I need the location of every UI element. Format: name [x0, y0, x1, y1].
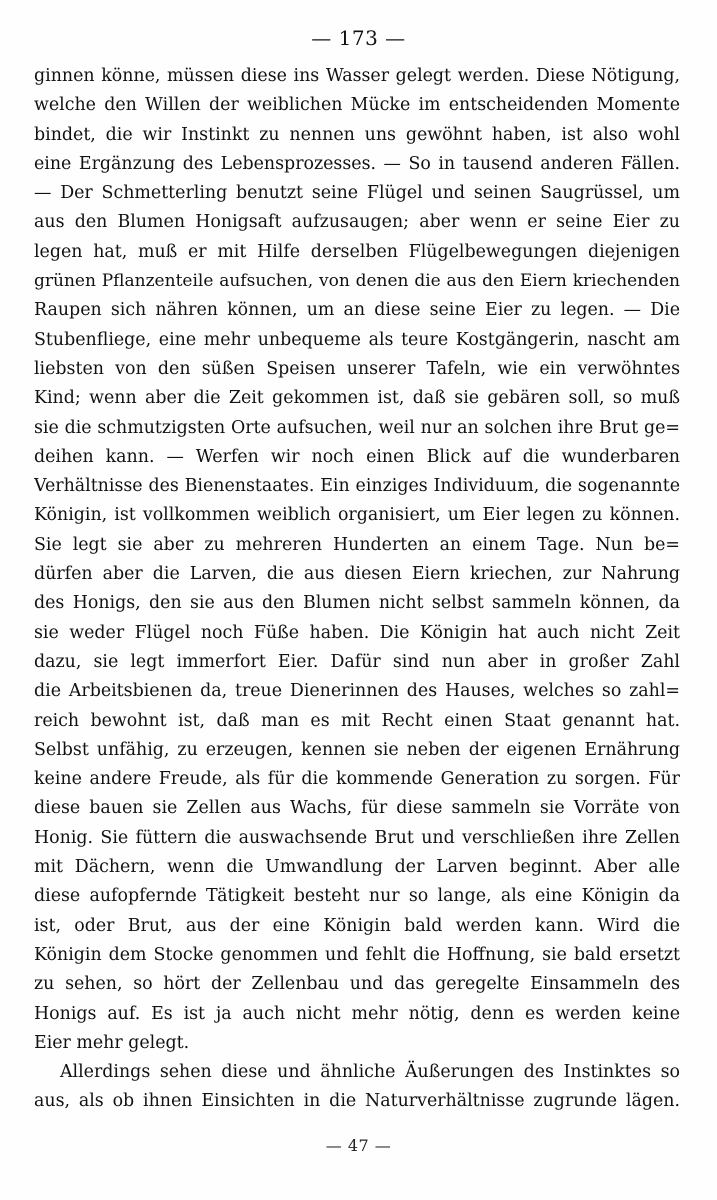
text-line: dürfen aber die Larven, die aus diesen Eiern kriechen, zur Nahrung: [34, 564, 680, 585]
paragraph: [34, 1058, 680, 1117]
text-line: reich bewohnt ist, daß man es mit Recht einen Staat genannt hat.: [34, 710, 680, 731]
text-line: sie weder Flügel noch Füße haben. Die Königin hat auch nicht Zeit: [34, 622, 680, 643]
text-line: welche den Willen der weiblichen Mücke im entscheidenden Momente: [34, 95, 680, 116]
text-line: die Arbeitsbienen da, treue Dienerinnen des Hauses, welches so zahl=: [34, 681, 680, 702]
text-line: mit Dächern, wenn die Umwandlung der Larven beginnt. Aber alle: [34, 857, 680, 878]
text-line: deihen kann. — Werfen wir noch einen Blick auf die wunderbaren: [34, 446, 680, 467]
text-line: aus, als ob ihnen Einsichten in die Naturverhältnisse zugrunde lägen.: [34, 1091, 680, 1112]
paragraph: [34, 62, 680, 1058]
page-number-footer: — 47 —: [325, 1136, 392, 1155]
text-line: Stubenfliege, eine mehr unbequeme als teure Kostgängerin, nascht am: [34, 329, 680, 350]
text-line: Honigs auf. Es ist ja auch nicht mehr nötig, denn es werden keine: [34, 1003, 680, 1024]
text-line: diese bauen sie Zellen aus Wachs, für diese sammeln sie Vorräte von: [34, 798, 680, 819]
text-line: Verhältnisse des Bienenstaates. Ein einziges Individuum, die sogenannte: [34, 476, 680, 497]
text-line: diese aufopfernde Tätigkeit besteht nur so lange, als eine Königin da: [34, 886, 680, 907]
text-line: Raupen sich nähren können, um an diese seine Eier zu legen. — Die: [34, 300, 680, 321]
text-line: Kind; wenn aber die Zeit gekommen ist, daß sie gebären soll, so muß: [34, 388, 680, 409]
text-line: — Der Schmetterling benutzt seine Flügel und seinen Saugrüssel, um: [34, 183, 680, 204]
text-line: sie die schmutzigsten Orte aufsuchen, weil nur an solchen ihre Brut ge=: [34, 417, 680, 438]
text-line: aus den Blumen Honigsaft aufzusaugen; aber wenn er seine Eier zu: [34, 212, 680, 233]
text-line: grünen Pflanzenteile aufsuchen, von denen die aus den Eiern kriechenden: [34, 271, 680, 292]
text-line: legen hat, muß er mit Hilfe derselben Flügelbewegungen diejenigen: [34, 241, 680, 262]
text-line: Königin dem Stocke genommen und fehlt die Hoffnung, sie bald ersetzt: [34, 944, 680, 965]
text-line: zu sehen, so hört der Zellenbau und das geregelte Einsammeln des: [34, 974, 680, 995]
text-line: des Honigs, den sie aus den Blumen nicht selbst sammeln können, da: [34, 593, 680, 614]
text-line: dazu, sie legt immerfort Eier. Dafür sind nun aber in großer Zahl: [34, 651, 680, 672]
text-line: Selbst unfähig, zu erzeugen, kennen sie neben der eigenen Ernährung: [34, 739, 680, 760]
text-line: eine Ergänzung des Lebensprozesses. — So in tausend anderen Fällen.: [34, 153, 680, 174]
text-line: ist, oder Brut, aus der eine Königin bald werden kann. Wird die: [34, 915, 680, 936]
text-line: Allerdings sehen diese und ähnliche Äußerungen des Instinktes so: [60, 1062, 680, 1083]
text-line: Eier mehr gelegt.: [34, 1032, 190, 1053]
text-line: keine andere Freude, als für die kommende Generation zu sorgen. Für: [34, 769, 680, 790]
text-line: Sie legt sie aber zu mehreren Hunderten an einem Tage. Nun be=: [34, 534, 680, 555]
text-line: Königin, ist vollkommen weiblich organisiert, um Eier legen zu können.: [34, 505, 680, 526]
body-text: [34, 62, 680, 1117]
text-line: liebsten von den süßen Speisen unserer Tafeln, wie ein verwöhntes: [34, 358, 680, 379]
text-line: Honig. Sie füttern die auswachsende Brut und verschließen ihre Zellen: [34, 827, 680, 848]
text-line: bindet, die wir Instinkt zu nennen uns gewöhnt haben, ist also wohl: [34, 124, 680, 145]
page-number-header: — 173 —: [311, 26, 406, 50]
text-line: ginnen könne, müssen diese ins Wasser gelegt werden. Diese Nötigung,: [34, 66, 680, 86]
